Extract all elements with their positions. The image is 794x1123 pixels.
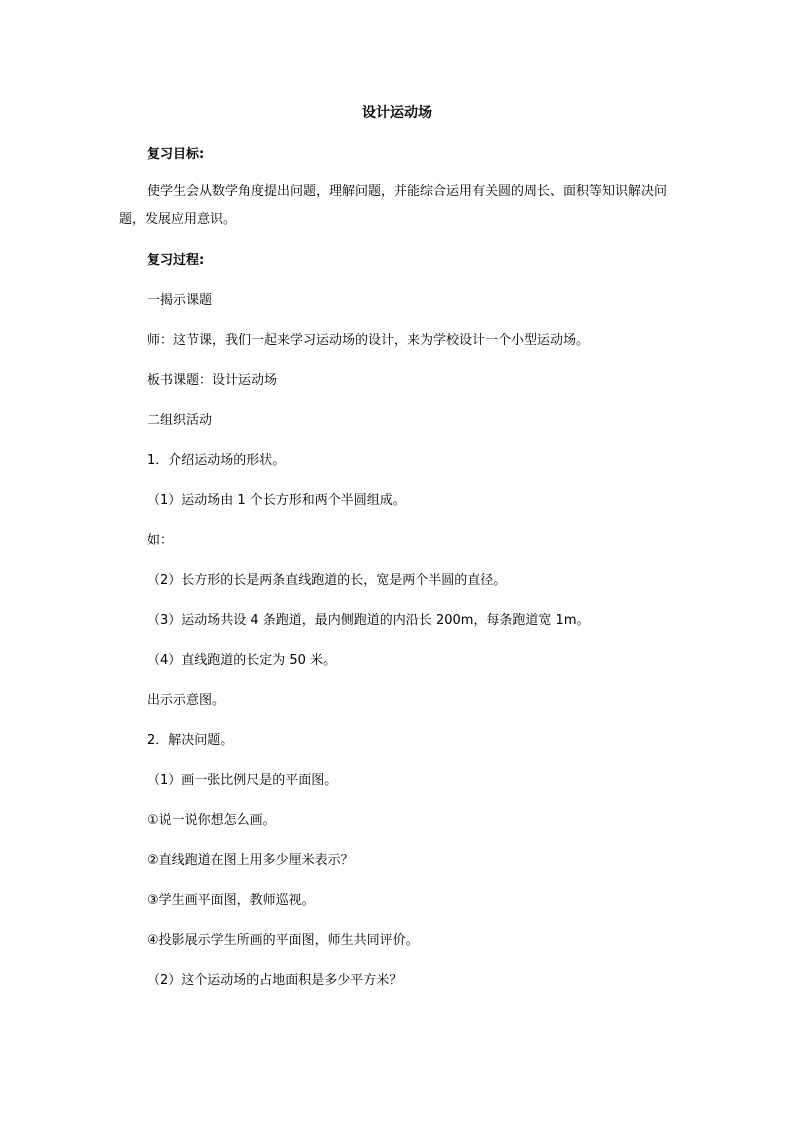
text-line: 1．介绍运动场的形状。 [147,453,286,468]
text-line: （3）运动场共设 4 条跑道，最内侧跑道的内沿长 200m，每条跑道宽 1m。 [147,613,590,628]
text-line: ②直线跑道在图上用多少厘米表示？ [147,853,354,868]
text-line: （1）运动场由 1 个长方形和两个半圆组成。 [147,493,406,508]
text-line: 师：这节课，我们一起来学习运动场的设计，来为学校设计一个小型运动场。 [147,333,590,348]
text-line: 板书课题：设计运动场 [147,373,278,388]
document-title: 设计运动场 [362,105,432,121]
heading-review-process: 复习过程: [147,253,205,268]
text-line: ④投影展示学生所画的平面图，师生共同评价。 [147,933,419,948]
text-line: ③学生画平面图，教师巡视。 [147,893,315,908]
text-line: 如： [147,533,174,548]
text-line: （2）这个运动场的占地面积是多少平方米？ [147,973,403,988]
text-line: 出示示意图。 [147,693,226,708]
text-line: 2．解决问题。 [147,733,234,748]
text-line: 二组织活动 [147,413,213,428]
heading-review-goal: 复习目标: [147,147,205,162]
text-line: （1）画一张比例尺是的平面图。 [147,773,338,788]
text-line: 一揭示课题 [147,293,213,308]
text-line: （4）直线跑道的长定为 50 米。 [147,653,337,668]
text-line: （2）长方形的长是两条直线跑道的长，宽是两个半圆的直径。 [147,573,507,588]
text-line: ①说一说你想怎么画。 [147,813,276,828]
goal-paragraph: 使学生会从数学角度提出问题，理解问题，并能综合运用有关圆的周长、面积等知识解决问题，发展应用意识。 [119,184,668,227]
